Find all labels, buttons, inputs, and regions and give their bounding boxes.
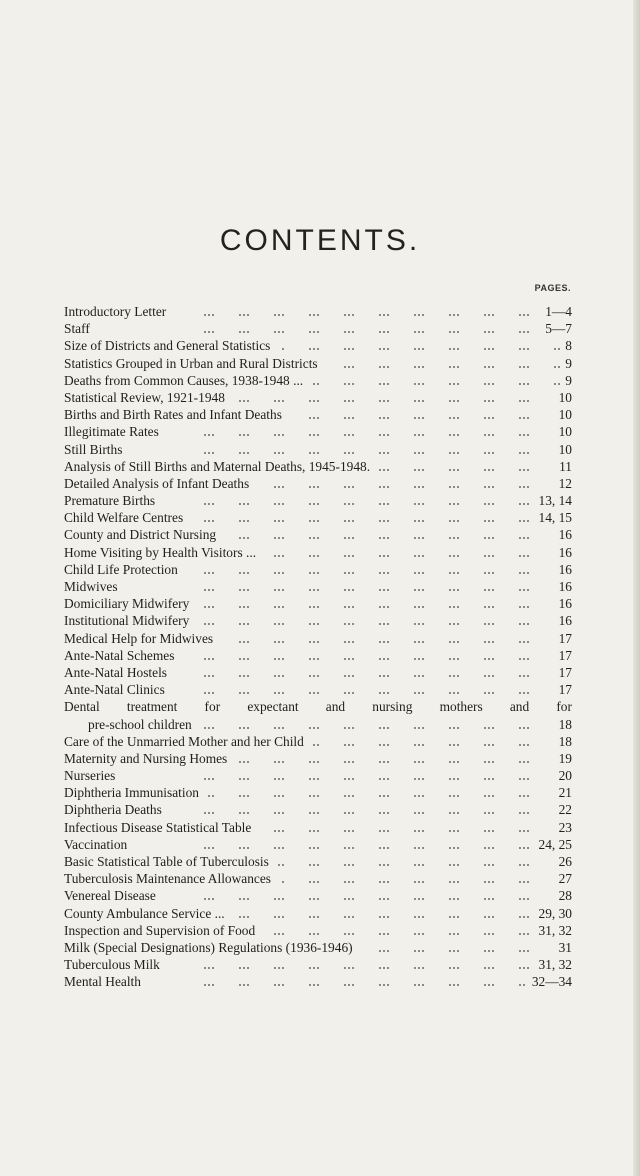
contents-entry-label: Care of the Unmarried Mother and her Child <box>64 733 304 749</box>
contents-entry-page: 32—34 <box>531 974 572 990</box>
contents-entry-label: Venereal Disease <box>64 888 156 904</box>
contents-entry-page: 29, 30 <box>538 905 572 921</box>
contents-entry-page: 26 <box>558 854 572 869</box>
contents-entry-label: Introductory Letter <box>64 304 167 319</box>
contents-entry-label: Statistical Review, 1921-1948 <box>64 389 225 405</box>
contents-entry-label: County Ambulance Service ... <box>64 905 225 921</box>
contents-entry-label: Premature Births <box>64 493 156 509</box>
contents-entry-label: Deaths from Common Causes, 1938-1948 ... <box>64 372 304 388</box>
contents-entry <box>64 526 572 543</box>
contents-entry <box>64 784 572 801</box>
contents-entry <box>64 595 572 612</box>
page-edge <box>633 0 640 1176</box>
contents-entry-page: 10 <box>558 389 572 405</box>
contents-entry-page: 24, 25 <box>538 836 572 852</box>
contents-entry-page: 5—7 <box>545 321 572 337</box>
contents-entry-page: 17 <box>558 664 572 680</box>
contents-list <box>64 303 572 991</box>
contents-entry-label: Vaccination <box>64 836 128 852</box>
contents-entry-label: Medical Help for Midwives <box>64 630 214 646</box>
contents-entry-page: 22 <box>558 802 572 818</box>
contents-entry-page: 1—4 <box>545 304 572 319</box>
contents-entry-label: Diphtheria Deaths <box>64 802 162 818</box>
contents-entry-page: 17 <box>558 682 572 698</box>
contents-entry-page: 12 <box>558 475 572 491</box>
contents-entry-page: 16 <box>558 527 572 543</box>
contents-entry-label: Midwives <box>64 579 118 594</box>
contents-entry-page: 10 <box>558 441 572 457</box>
contents-entry-page: 18 <box>558 716 572 732</box>
contents-entry-page: 16 <box>558 561 572 577</box>
contents-entry <box>64 475 572 492</box>
contents-entry-page: 23 <box>558 819 572 835</box>
contents-entry <box>64 612 572 629</box>
contents-entry-label: Staff <box>64 321 90 337</box>
contents-entry <box>64 406 572 423</box>
contents-entry-page: 31 <box>558 939 572 955</box>
contents-entry-page: 16 <box>558 613 572 629</box>
contents-entry <box>64 630 572 647</box>
contents-entry <box>64 750 572 767</box>
contents-entry <box>64 887 572 904</box>
contents-entry-label: Ante-Natal Clinics <box>64 682 165 698</box>
contents-entry-label: Child Welfare Centres <box>64 510 184 526</box>
contents-entry <box>64 544 572 561</box>
contents-entry <box>64 561 572 578</box>
contents-entry-label: Detailed Analysis of Infant Deaths <box>64 475 250 491</box>
contents-entry-label: Mental Health <box>64 974 141 990</box>
contents-entry-page: 8 <box>565 338 572 354</box>
contents-entry-page: 27 <box>558 871 572 887</box>
contents-entry-label: Ante-Natal Hostels <box>64 664 168 680</box>
contents-entry <box>64 423 572 440</box>
pages-column-header: PAGES. <box>534 283 571 293</box>
contents-entry-label: Tuberculous Milk <box>64 957 160 973</box>
contents-entry-label: Home Visiting by Health Visitors ... <box>64 544 257 560</box>
contents-entry-page: 14, 15 <box>538 510 572 526</box>
contents-entry <box>64 836 572 853</box>
contents-entry <box>64 767 572 784</box>
contents-entry <box>64 372 572 389</box>
contents-entry <box>64 939 572 956</box>
contents-entry-label: County and District Nursing <box>64 527 217 543</box>
contents-entry <box>64 733 572 750</box>
contents-entry-page: 20 <box>558 768 572 784</box>
contents-entry-page: 16 <box>558 544 572 560</box>
contents-entry-page: 31, 32 <box>538 922 572 938</box>
contents-entry <box>64 303 572 320</box>
contents-entry <box>64 441 572 458</box>
contents-entry-label: Child Life Protection <box>64 561 178 577</box>
contents-entry-page: 17 <box>558 630 572 646</box>
contents-entry <box>64 853 572 870</box>
contents-entry <box>64 458 572 475</box>
contents-entry-label: Tuberculosis Maintenance Allowances <box>64 871 272 887</box>
contents-entry <box>64 355 572 372</box>
contents-entry <box>64 664 572 681</box>
contents-entry-label: Domiciliary Midwifery <box>64 596 190 612</box>
contents-entry <box>64 819 572 836</box>
contents-entry-label: Analysis of Still Births and Maternal Deaths, 1945-1948. <box>64 458 371 474</box>
contents-entry-label: Diphtheria Immunisation <box>64 785 199 801</box>
contents-entry-page: 17 <box>558 647 572 663</box>
contents-entry-label: Inspection and Supervision of Food <box>64 922 256 938</box>
contents-entry <box>64 337 572 354</box>
contents-entry-label: Institutional Midwifery <box>64 613 190 629</box>
contents-entry-label: Ante-Natal Schemes <box>64 647 175 663</box>
contents-entry-page: 9 <box>565 355 572 371</box>
page-title: CONTENTS. <box>219 224 421 257</box>
contents-entry-label: Size of Districts and General Statistics <box>64 338 271 354</box>
contents-entry <box>64 905 572 922</box>
contents-entry-label: Nurseries <box>64 768 116 784</box>
contents-entry-page: 16 <box>558 579 572 594</box>
contents-entry-page: 10 <box>558 407 572 423</box>
contents-entry <box>64 956 572 973</box>
contents-entry-label: Infectious Disease Statistical Table <box>64 819 252 835</box>
contents-entry <box>64 870 572 887</box>
contents-entry-label: Births and Birth Rates and Infant Deaths <box>64 407 282 423</box>
contents-entry-label: Statistics Grouped in Urban and Rural Districts <box>64 355 318 371</box>
contents-entry-page: 10 <box>558 424 572 440</box>
contents-entry <box>64 973 572 990</box>
contents-entry-page: 19 <box>558 750 572 766</box>
contents-entry <box>64 801 572 818</box>
contents-entry-page: 28 <box>558 888 572 904</box>
contents-entry-label: pre-school children <box>88 716 192 732</box>
contents-entry <box>64 716 572 733</box>
contents-entry-page: 18 <box>558 733 572 749</box>
contents-entry-label: Basic Statistical Table of Tuberculosis <box>64 854 269 869</box>
contents-entry-page: 13, 14 <box>538 493 572 509</box>
contents-entry-label: Maternity and Nursing Homes <box>64 750 228 766</box>
contents-entry-label: Milk (Special Designations) Regulations (1936-1946) <box>64 939 353 955</box>
contents-entry <box>64 389 572 406</box>
contents-entry-label: Illegitimate Rates <box>64 424 159 440</box>
contents-entry-page: 11 <box>559 458 572 474</box>
contents-entry <box>64 492 572 509</box>
contents-entry-page: 9 <box>565 372 572 388</box>
contents-entry <box>64 681 572 698</box>
contents-entry <box>64 922 572 939</box>
contents-entry <box>64 509 572 526</box>
contents-entry-page: 16 <box>558 596 572 612</box>
contents-entry <box>64 698 572 715</box>
contents-entry-page: 31, 32 <box>538 957 572 973</box>
contents-entry <box>64 578 572 595</box>
contents-entry <box>64 647 572 664</box>
contents-entry <box>64 320 572 337</box>
contents-entry-label: Still Births <box>64 441 123 457</box>
contents-entry-label: Dental treatment for expectant and nursing mothers and for <box>64 699 572 715</box>
contents-entry-page: 21 <box>558 785 572 801</box>
